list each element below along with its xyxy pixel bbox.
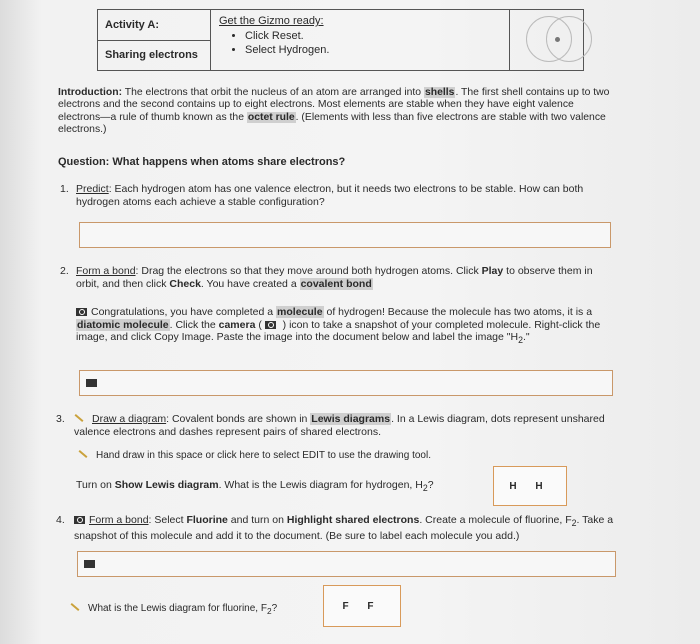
q3-label: Draw a diagram xyxy=(92,413,167,425)
q4-image-box[interactable] xyxy=(77,551,616,577)
q2-body-2: to observe them in orbit, and then click xyxy=(76,265,593,290)
gizmo-ready-title: Get the Gizmo ready: xyxy=(219,15,324,27)
congrats-3: . Click the xyxy=(169,318,219,331)
q2-image-box[interactable] xyxy=(79,370,613,396)
turn-3: ? xyxy=(427,479,434,491)
intro-label: Introduction: xyxy=(58,87,123,98)
intro-text-3: . (Elements with less than five electrons are stable with two valence electrons.) xyxy=(58,111,606,135)
camera-bullet-icon xyxy=(74,516,85,524)
q4-sub: 2 xyxy=(571,518,577,529)
q1-body: : Each hydrogen atom has one valence electron, but it needs two electrons to be stable. How can both hydrogen atoms each achieve a stable configuration? xyxy=(76,183,584,208)
q2-body-3: . You have created a xyxy=(200,277,300,290)
congrats-5: ) icon to take a snapshot of your completed molecule. Right-click the image, and click Copy Image. Paste the image into the document below and label the image "H xyxy=(76,318,601,343)
q2-congrats xyxy=(76,306,616,347)
q3-body-1: : Covalent bonds are shown in xyxy=(166,413,311,425)
q4-body-3: . Create a molecule of fluorine, F xyxy=(419,514,572,526)
congrats-1: Congratulations, you have completed a xyxy=(91,306,277,318)
q2-number: 2. xyxy=(60,265,69,277)
q1-label: Predict xyxy=(76,183,109,195)
activity-label-cell xyxy=(98,10,211,70)
congrats-sub: 2 xyxy=(518,335,523,346)
q2-label: Form a bond xyxy=(76,265,136,277)
activity-topic: Sharing electrons xyxy=(105,49,198,62)
term-covalent-bond: covalent bond xyxy=(300,277,372,290)
q4-text xyxy=(74,514,619,542)
hand-draw-text: Hand draw in this space or click here to select EDIT to use the drawing tool. xyxy=(96,450,431,461)
turn-2: . What is the Lewis diagram for hydrogen, H xyxy=(218,479,423,491)
camera-bullet-icon xyxy=(76,308,87,316)
gizmo-thumbnail xyxy=(510,10,583,70)
q4-number: 4. xyxy=(56,514,65,526)
fluorine-lewis-question xyxy=(70,603,277,616)
atom-shell-right-icon xyxy=(546,16,592,62)
step-select-hydrogen: • Select Hydrogen. xyxy=(245,43,509,57)
q4-body-1: : Select xyxy=(148,514,187,526)
q1-number: 1. xyxy=(60,183,69,195)
highlight-shared: Highlight shared electrons xyxy=(286,514,420,526)
term-diatomic-molecule: diatomic molecule xyxy=(77,318,169,331)
q3-hand-draw[interactable] xyxy=(78,450,431,461)
term-molecule: molecule xyxy=(277,306,323,318)
term-lewis-diagrams: Lewis diagrams xyxy=(311,413,391,425)
term-shells: shells xyxy=(424,87,455,98)
pencil-icon xyxy=(79,450,88,458)
image-placeholder-icon xyxy=(86,379,97,387)
term-octet-rule: octet rule xyxy=(247,111,295,123)
q3-turn-on xyxy=(76,479,434,493)
congrats-6: ." xyxy=(522,331,530,343)
hydrogen-lewis-answer[interactable]: H H xyxy=(493,466,567,506)
activity-header-table xyxy=(97,9,584,71)
lewis-q2: ? xyxy=(271,603,278,614)
q1-answer-box[interactable] xyxy=(79,222,611,248)
image-placeholder-icon xyxy=(84,560,95,568)
q2-play: Play xyxy=(481,265,504,277)
camera-icon xyxy=(265,321,276,329)
q3-text xyxy=(74,413,619,438)
q4-body-4: . Take a snapshot of this molecule and add it to the document. (Be sure to label each molecule you add.) xyxy=(74,514,614,542)
pencil-icon xyxy=(75,414,84,422)
q2-check: Check xyxy=(169,277,201,290)
main-question: Question: What happens when atoms share electrons? xyxy=(58,156,346,168)
lewis-sub: 2 xyxy=(266,606,272,616)
congrats-2: of hydrogen! Because the molecule has two atoms, it is a xyxy=(323,306,593,318)
gizmo-instructions-cell xyxy=(211,10,510,70)
show-lewis: Show Lewis diagram xyxy=(114,479,219,491)
congrats-4: ( xyxy=(255,318,265,331)
lewis-q1: What is the Lewis diagram for fluorine, F xyxy=(88,603,267,614)
q4-body-2: and turn on xyxy=(227,514,287,526)
q2-body-1: : Drag the electrons so that they move around both hydrogen atoms. Click xyxy=(135,265,482,277)
q2-text xyxy=(76,265,616,290)
q3-number: 3. xyxy=(56,413,65,425)
q4-label: Form a bond xyxy=(89,514,149,526)
step-reset: • Click Reset. xyxy=(245,29,509,43)
intro-text-1: The electrons that orbit the nucleus of an atom are arranged into xyxy=(122,87,424,98)
introduction-paragraph xyxy=(58,87,618,136)
intro-text-2: . The first shell contains up to two electrons and the second contains up to eight electrons. Most elements are stable when they have eight valence electrons—a rule of thumb known as the xyxy=(58,87,610,123)
fluorine-word: Fluorine xyxy=(186,514,228,526)
q3-body-2: . In a Lewis diagram, dots represent unshared valence electrons and dashes represent pairs of shared electrons. xyxy=(74,413,605,438)
fluorine-lewis-answer[interactable]: F F xyxy=(323,585,401,627)
pencil-icon xyxy=(71,603,80,611)
q1-text xyxy=(76,183,616,208)
turn-1: Turn on xyxy=(76,479,115,491)
camera-word: camera xyxy=(218,318,256,331)
activity-label: Activity A: xyxy=(98,10,210,41)
turn-sub: 2 xyxy=(422,483,428,494)
nucleus-icon xyxy=(555,37,560,42)
